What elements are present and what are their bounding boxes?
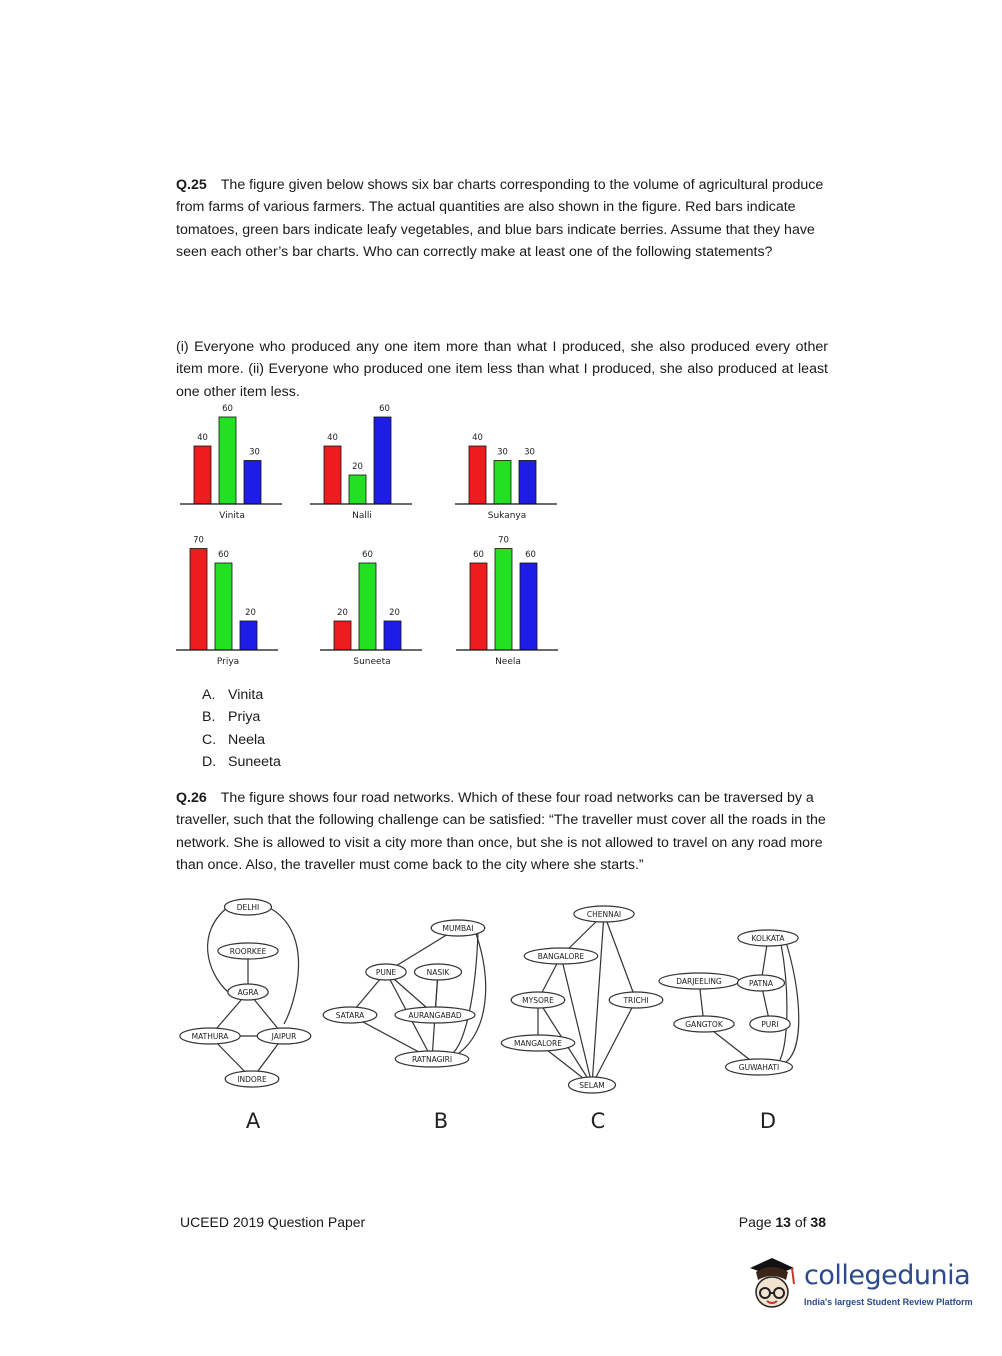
- city-node: [257, 1028, 311, 1044]
- city-node: [738, 975, 785, 991]
- city-node: [228, 984, 268, 1000]
- bar-value-label: 60: [379, 404, 390, 414]
- road-edge: [780, 944, 787, 1060]
- city-name: AURANGABAD: [408, 1010, 462, 1020]
- page-number: Page 13 of 38: [738, 1214, 826, 1230]
- city-name: INDORE: [237, 1074, 267, 1084]
- option-priya: [202, 706, 281, 728]
- bar-value-label: 60: [222, 404, 233, 414]
- network-label: D: [759, 1109, 777, 1133]
- bar-chart-suneeta: [320, 550, 422, 667]
- bar-tomatoes: [334, 621, 351, 650]
- road-edge: [592, 1000, 636, 1085]
- chart-title: Nalli: [352, 511, 372, 521]
- city-name: GANGTOK: [685, 1019, 723, 1029]
- road-edge: [783, 942, 799, 1064]
- bar-value-label: 40: [197, 433, 208, 443]
- city-node: [395, 1007, 475, 1023]
- city-name: DARJEELING: [676, 976, 722, 986]
- city-node: [225, 899, 272, 915]
- city-name: AGRA: [237, 987, 259, 997]
- city-name: CHENNAI: [586, 909, 622, 919]
- city-node: [659, 973, 739, 989]
- options-list: [202, 684, 281, 774]
- option-suneeta: [202, 751, 281, 773]
- bar-tomatoes: [470, 563, 487, 650]
- chart-title: Sukanya: [487, 511, 527, 521]
- bar-berries: [520, 563, 537, 650]
- road-edge: [561, 956, 592, 1085]
- city-node: [323, 1007, 377, 1023]
- city-node: [726, 1059, 793, 1075]
- question-statements: (i) Everyone who produced any one item more than what I produced, she also produced every other item more. (ii) Everyone who produced one item less than what I produced, she also produced at least one other item less.: [176, 339, 828, 400]
- city-node: [738, 930, 798, 946]
- bar-value-label: 20: [337, 608, 348, 618]
- question-25: [176, 174, 828, 263]
- road-edge: [458, 928, 486, 1054]
- option-letter: D.: [202, 754, 217, 771]
- chart-title: Vinita: [219, 511, 245, 521]
- city-name: PATNA: [749, 978, 773, 988]
- bar-chart-sukanya: [455, 433, 557, 521]
- road-edge: [592, 914, 604, 1085]
- city-node: [180, 1028, 240, 1044]
- bar-value-label: 20: [245, 608, 256, 618]
- bar-leafy-vegetables: [215, 563, 232, 650]
- bar-value-label: 20: [389, 608, 400, 618]
- bar-value-label: 70: [193, 535, 204, 546]
- bar-chart-neela: [456, 536, 558, 668]
- bar-berries: [519, 461, 536, 505]
- question-text: The figure shows four road networks. Which of these four road networks can be traversed by a traveller, such that the following challenge can be satisfied: “The traveller must cover all the roads in the network. She is allowed to visit a city more than once, but she is not allowed to travel on any road more than once. Also, the traveller must come back to the city where she starts.”: [176, 790, 826, 873]
- city-name: BANGALORE: [537, 951, 585, 961]
- option-letter: C.: [202, 731, 217, 748]
- bar-value-label: 40: [327, 433, 338, 443]
- city-name: PURI: [761, 1019, 779, 1029]
- city-node: [395, 1051, 468, 1067]
- bar-value-label: 40: [472, 433, 483, 443]
- bar-value-label: 60: [525, 550, 536, 560]
- collegedunia-logo: [742, 1250, 972, 1320]
- bar-leafy-vegetables: [219, 417, 236, 504]
- bar-chart-nalli: [310, 404, 412, 521]
- city-name: PUNE: [375, 967, 397, 977]
- city-node: [501, 1035, 574, 1051]
- bar-charts: [170, 398, 570, 678]
- city-node: [366, 964, 406, 980]
- option-label: Priya: [228, 709, 261, 726]
- city-name: MATHURA: [191, 1031, 229, 1041]
- network-b: [323, 920, 485, 1133]
- network-label: B: [433, 1109, 449, 1133]
- bar-berries: [240, 621, 257, 650]
- bar-tomatoes: [194, 446, 211, 504]
- city-name: NASIK: [426, 967, 450, 977]
- road-edge: [268, 907, 299, 1024]
- bar-leafy-vegetables: [349, 475, 366, 504]
- chart-title: Neela: [495, 657, 521, 667]
- bar-leafy-vegetables: [495, 549, 512, 651]
- network-label: A: [245, 1109, 261, 1133]
- footer-title: UCEED 2019 Question Paper: [180, 1214, 366, 1230]
- mascot-icon: [742, 1250, 802, 1320]
- bar-value-label: 60: [218, 550, 229, 560]
- question-number: Q.26: [176, 790, 207, 806]
- city-name: KOLKATA: [751, 933, 785, 943]
- chart-title: Priya: [216, 657, 240, 667]
- city-node: [569, 1077, 616, 1093]
- bar-leafy-vegetables: [494, 461, 511, 505]
- bar-value-label: 30: [249, 447, 260, 458]
- option-letter: A.: [202, 687, 216, 703]
- city-name: ROORKEE: [229, 946, 267, 956]
- city-name: SATARA: [335, 1010, 365, 1020]
- city-node: [574, 906, 634, 922]
- question-26: [176, 787, 828, 876]
- bar-chart-vinita: [180, 404, 282, 521]
- network-label: C: [590, 1109, 606, 1133]
- network-a: [180, 899, 311, 1133]
- bar-value-label: 60: [473, 550, 484, 560]
- city-node: [225, 1071, 279, 1087]
- city-node: [431, 920, 485, 936]
- bar-value-label: 60: [362, 550, 373, 560]
- road-edge: [604, 914, 636, 1000]
- bar-berries: [374, 417, 391, 504]
- city-node: [218, 943, 278, 959]
- option-neela: [202, 729, 281, 751]
- city-node: [511, 992, 565, 1008]
- question-text: The figure given below shows six bar charts corresponding to the volume of agricultural produce from farms of various farmers. The actual quantities are also shown in the figure. Red bars indicate tomatoes, green bars indicate leafy vegetables, and blue bars indicate berries. Assume that they have seen each other’s bar charts. Who can correctly make at least one of the following statements?: [176, 177, 824, 260]
- bar-chart-priya: [176, 536, 278, 668]
- road-networks-figure: [176, 892, 836, 1142]
- chart-title: Suneeta: [353, 657, 391, 667]
- question-number: Q.25: [176, 177, 207, 193]
- option-label: Suneeta: [228, 754, 281, 771]
- network-c: [501, 906, 663, 1133]
- option-label: Vinita: [228, 687, 264, 703]
- bar-tomatoes: [190, 549, 207, 651]
- network-d: [659, 930, 799, 1133]
- bar-tomatoes: [469, 446, 486, 504]
- city-name: TRICHI: [623, 995, 649, 1005]
- city-name: DELHI: [236, 902, 260, 912]
- bar-berries: [384, 621, 401, 650]
- bar-value-label: 20: [352, 462, 363, 472]
- bar-value-label: 30: [497, 447, 508, 458]
- city-node: [524, 948, 597, 964]
- bar-value-label: 30: [524, 447, 535, 458]
- city-name: MYSORE: [522, 995, 554, 1005]
- option-label: Neela: [228, 731, 266, 748]
- bar-value-label: 70: [498, 535, 509, 546]
- logo-tagline: India's largest Student Review Platform: [804, 1297, 973, 1307]
- city-node: [750, 1016, 790, 1032]
- city-node: [415, 964, 462, 980]
- city-name: MANGALORE: [514, 1038, 562, 1048]
- city-node: [609, 992, 663, 1008]
- option-vinita: [202, 684, 281, 706]
- city-name: MUMBAI: [442, 923, 474, 933]
- city-name: RATNAGIRI: [411, 1054, 453, 1064]
- city-name: SELAM: [579, 1080, 605, 1090]
- city-name: GUWAHATI: [738, 1062, 780, 1072]
- bar-leafy-vegetables: [359, 563, 376, 650]
- logo-name: collegedunia: [804, 1260, 971, 1291]
- city-name: JAIPUR: [271, 1031, 297, 1041]
- option-letter: B.: [202, 709, 216, 726]
- city-node: [674, 1016, 734, 1032]
- bar-tomatoes: [324, 446, 341, 504]
- bar-berries: [244, 461, 261, 505]
